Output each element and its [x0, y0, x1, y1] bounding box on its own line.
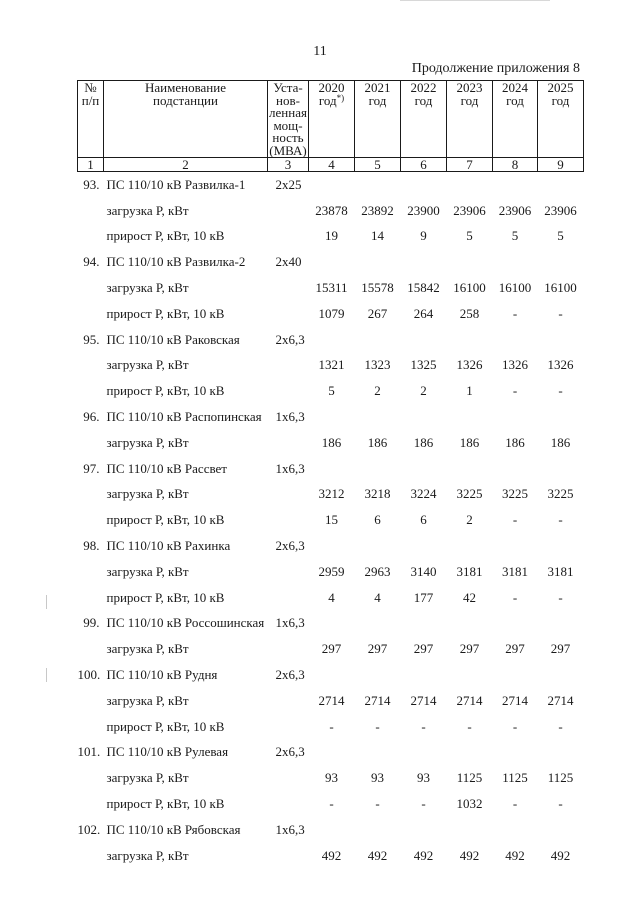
continuation-label: Продолжение приложения 8 — [411, 61, 580, 76]
value-2022: - — [421, 718, 426, 734]
table-row — [78, 275, 584, 301]
value-2023: 1125 — [456, 770, 483, 786]
value-2021: 4 — [374, 589, 381, 605]
value-2021 — [355, 327, 401, 353]
value-2020: 93 — [325, 770, 338, 786]
value-2021: 186 — [367, 434, 388, 450]
installed-capacity — [268, 791, 309, 817]
value-2025: 23906 — [544, 202, 577, 218]
value-2024: 186 — [505, 434, 525, 450]
value-2024 — [493, 611, 538, 637]
column-number: 7 — [447, 158, 493, 172]
header-no: № п/п — [78, 81, 104, 158]
row-name: прирост Р, кВт, 10 кВ — [106, 512, 225, 528]
table-row — [78, 456, 584, 482]
scan-artifact-line — [400, 0, 550, 1]
installed-capacity — [268, 224, 309, 250]
value-2024 — [493, 740, 538, 766]
row-number — [78, 714, 104, 740]
value-2023 — [447, 740, 493, 766]
value-2024: - — [512, 512, 518, 528]
row-name: ПС 110/10 кВ Рябовская — [106, 821, 241, 837]
row-name: загрузка Р, кВт — [106, 486, 189, 502]
value-2024: - — [512, 305, 518, 321]
row-name: ПС 110/10 кВ Рассвет — [106, 460, 227, 476]
header-2024: 2024 год — [493, 81, 538, 158]
installed-capacity — [268, 198, 309, 224]
value-2024: - — [512, 718, 518, 734]
value-2025: - — [558, 589, 563, 605]
value-2022 — [401, 740, 447, 766]
row-name: загрузка Р, кВт — [106, 563, 189, 579]
row-name: прирост Р, кВт, 10 кВ — [106, 796, 225, 812]
row-number: 97. — [83, 460, 100, 476]
value-2024 — [493, 327, 538, 353]
installed-capacity — [268, 688, 309, 714]
installed-capacity — [268, 559, 309, 585]
value-2023 — [447, 327, 493, 353]
value-2020 — [309, 404, 355, 430]
row-number — [78, 688, 104, 714]
value-2025: - — [558, 383, 563, 399]
value-2020: 297 — [321, 641, 342, 657]
value-2024: 297 — [505, 641, 525, 657]
row-number — [78, 430, 104, 456]
value-2020: 1321 — [318, 357, 345, 373]
value-2020: 2714 — [318, 692, 345, 708]
column-number: 1 — [78, 158, 104, 172]
value-2025: 492 — [550, 847, 571, 863]
header-2021: 2021 год — [355, 81, 401, 158]
value-2022 — [401, 172, 447, 198]
installed-capacity: 1х6,3 — [275, 615, 305, 631]
row-number — [78, 843, 104, 869]
value-2020 — [309, 533, 355, 559]
value-2020: 1079 — [318, 305, 345, 321]
installed-capacity: 1х6,3 — [275, 821, 305, 837]
table-row — [78, 765, 584, 791]
installed-capacity — [268, 843, 309, 869]
value-2024 — [493, 817, 538, 843]
value-2022: 2 — [420, 383, 427, 399]
value-2020 — [309, 740, 355, 766]
value-2024: 1326 — [502, 357, 528, 373]
value-2021 — [355, 611, 401, 637]
row-number — [78, 198, 104, 224]
value-2025: 297 — [550, 641, 571, 657]
value-2025: - — [558, 512, 563, 528]
value-2025: 2714 — [547, 692, 574, 708]
value-2023: 5 — [466, 228, 473, 244]
header-2022: 2022 год — [401, 81, 447, 158]
row-number: 98. — [83, 538, 100, 554]
row-name: загрузка Р, кВт — [106, 357, 189, 373]
table-body — [78, 172, 584, 869]
installed-capacity — [268, 507, 309, 533]
value-2024: 3181 — [502, 563, 528, 579]
value-2022: 297 — [413, 641, 434, 657]
table-row — [78, 791, 584, 817]
table-row — [78, 353, 584, 379]
row-number: 101. — [77, 744, 101, 760]
row-number: 94. — [83, 254, 100, 270]
value-2022 — [401, 662, 447, 688]
value-2025: 186 — [550, 434, 571, 450]
value-2025: 1326 — [547, 357, 574, 373]
table-row — [78, 301, 584, 327]
value-2024 — [493, 249, 538, 275]
value-2023: 1326 — [456, 357, 483, 373]
value-2021: 1323 — [364, 357, 391, 373]
row-name: загрузка Р, кВт — [106, 641, 189, 657]
value-2024: 1125 — [502, 770, 528, 786]
value-2022 — [401, 611, 447, 637]
row-name: прирост Р, кВт, 10 кВ — [106, 589, 225, 605]
value-2023: 492 — [459, 847, 480, 863]
value-2021: 15578 — [361, 280, 394, 296]
table-row — [78, 198, 584, 224]
value-2021: - — [375, 718, 380, 734]
installed-capacity — [268, 585, 309, 611]
row-number — [78, 301, 104, 327]
installed-capacity — [268, 714, 309, 740]
column-number: 8 — [493, 158, 538, 172]
row-number — [78, 765, 104, 791]
value-2025 — [538, 611, 584, 637]
value-2023 — [447, 172, 493, 198]
scan-margin-mark — [46, 595, 47, 609]
row-number: 96. — [83, 409, 100, 425]
value-2020: 492 — [321, 847, 342, 863]
value-2021: 297 — [367, 641, 388, 657]
value-2025: - — [558, 796, 563, 812]
value-2020: 23878 — [315, 202, 348, 218]
row-name: загрузка Р, кВт — [106, 434, 189, 450]
value-2021: 23892 — [361, 202, 394, 218]
row-number: 93. — [83, 176, 100, 192]
value-2025 — [538, 172, 584, 198]
value-2020 — [309, 456, 355, 482]
value-2022: 6 — [420, 512, 427, 528]
value-2021: 2 — [374, 383, 381, 399]
value-2025: 3181 — [547, 563, 574, 579]
value-2022: - — [421, 796, 426, 812]
table-row — [78, 559, 584, 585]
value-2022: 186 — [413, 434, 434, 450]
installed-capacity: 2х25 — [275, 176, 302, 192]
value-2024: - — [512, 796, 518, 812]
value-2023 — [447, 817, 493, 843]
row-number: 99. — [83, 615, 100, 631]
row-name: ПС 110/10 кВ Рахинка — [106, 538, 231, 554]
row-name: прирост Р, кВт, 10 кВ — [106, 228, 225, 244]
value-2025: 5 — [557, 228, 564, 244]
installed-capacity — [268, 275, 309, 301]
value-2020: 5 — [328, 383, 335, 399]
value-2022: 177 — [413, 589, 434, 605]
table-row — [78, 327, 584, 353]
column-number-row — [78, 158, 584, 172]
value-2021 — [355, 817, 401, 843]
installed-capacity: 2х40 — [275, 254, 302, 270]
value-2020 — [309, 817, 355, 843]
installed-capacity — [268, 636, 309, 662]
value-2022 — [401, 817, 447, 843]
row-number — [78, 636, 104, 662]
table-header-row — [78, 81, 584, 158]
value-2022: 9 — [420, 228, 427, 244]
table-row — [78, 817, 584, 843]
column-number: 5 — [355, 158, 401, 172]
value-2022: 1325 — [410, 357, 437, 373]
column-number: 2 — [104, 158, 268, 172]
column-number: 3 — [268, 158, 309, 172]
value-2021 — [355, 740, 401, 766]
row-name: прирост Р, кВт, 10 кВ — [106, 383, 225, 399]
value-2021: 492 — [367, 847, 388, 863]
row-number: 100. — [77, 667, 101, 683]
value-2022: 23900 — [407, 202, 440, 218]
value-2025: - — [558, 305, 563, 321]
row-name: ПС 110/10 кВ Развилка-2 — [106, 254, 246, 270]
value-2023 — [447, 533, 493, 559]
value-2021: 2714 — [364, 692, 391, 708]
value-2023: 2714 — [456, 692, 483, 708]
value-2022: 264 — [413, 305, 434, 321]
value-2023: 16100 — [453, 280, 486, 296]
value-2024 — [493, 404, 538, 430]
value-2020 — [309, 327, 355, 353]
row-name: загрузка Р, кВт — [106, 770, 189, 786]
value-2025: 3225 — [547, 486, 574, 502]
installed-capacity: 2х6,3 — [275, 744, 305, 760]
value-2023: 2 — [466, 512, 473, 528]
value-2022 — [401, 533, 447, 559]
value-2021 — [355, 404, 401, 430]
value-2023: 23906 — [453, 202, 486, 218]
value-2020: 2959 — [318, 563, 345, 579]
value-2021: 267 — [367, 305, 388, 321]
value-2021 — [355, 249, 401, 275]
installed-capacity — [268, 378, 309, 404]
row-name: ПС 110/10 кВ Россошинская — [106, 615, 265, 631]
row-name: ПС 110/10 кВ Рудня — [106, 667, 218, 683]
value-2024: 23906 — [498, 202, 532, 218]
row-name: загрузка Р, кВт — [106, 280, 189, 296]
table-row — [78, 636, 584, 662]
table-row — [78, 224, 584, 250]
value-2020: 3212 — [318, 486, 345, 502]
table-row — [78, 585, 584, 611]
installed-capacity — [268, 430, 309, 456]
value-2023: 186 — [459, 434, 480, 450]
value-2022 — [401, 327, 447, 353]
value-2021 — [355, 662, 401, 688]
column-number: 4 — [309, 158, 355, 172]
value-2023: 297 — [459, 641, 480, 657]
value-2023 — [447, 611, 493, 637]
value-2024 — [493, 172, 538, 198]
installed-capacity: 2х6,3 — [275, 667, 305, 683]
installed-capacity — [268, 353, 309, 379]
installed-capacity: 1х6,3 — [275, 460, 305, 476]
table-row — [78, 404, 584, 430]
value-2023 — [447, 662, 493, 688]
value-2021: 3218 — [364, 486, 391, 502]
value-2022: 93 — [417, 770, 430, 786]
row-name: загрузка Р, кВт — [106, 692, 189, 708]
header-2020: 2020 год*) — [309, 81, 355, 158]
value-2021: - — [375, 796, 380, 812]
row-number: 102. — [77, 821, 101, 837]
row-number — [78, 353, 104, 379]
table-row — [78, 249, 584, 275]
row-name: ПС 110/10 кВ Распопинская — [106, 409, 262, 425]
value-2024 — [493, 533, 538, 559]
value-2025 — [538, 249, 584, 275]
value-2020: 4 — [328, 589, 335, 605]
value-2024 — [493, 456, 538, 482]
table-row — [78, 740, 584, 766]
installed-capacity — [268, 301, 309, 327]
row-name: прирост Р, кВт, 10 кВ — [106, 305, 225, 321]
value-2020: 15311 — [315, 280, 348, 296]
value-2024: 3225 — [502, 486, 528, 502]
value-2020 — [309, 662, 355, 688]
row-name: ПС 110/10 кВ Развилка-1 — [106, 176, 246, 192]
row-number — [78, 507, 104, 533]
installed-capacity — [268, 482, 309, 508]
row-name: загрузка Р, кВт — [106, 202, 189, 218]
table-row — [78, 430, 584, 456]
row-number — [78, 585, 104, 611]
value-2024: 5 — [511, 228, 519, 244]
value-2025: 1125 — [547, 770, 574, 786]
row-name: ПС 110/10 кВ Раковская — [106, 331, 240, 347]
header-2025: 2025 год — [538, 81, 584, 158]
value-2020: 15 — [325, 512, 338, 528]
table-row — [78, 843, 584, 869]
substation-load-table — [77, 80, 584, 869]
value-2023 — [447, 456, 493, 482]
value-2020: - — [329, 796, 334, 812]
value-2022: 3224 — [410, 486, 437, 502]
value-2025 — [538, 817, 584, 843]
value-2025 — [538, 404, 584, 430]
value-2024: - — [512, 383, 518, 399]
row-number: 95. — [83, 331, 100, 347]
value-2025 — [538, 456, 584, 482]
value-2024: 16100 — [498, 280, 532, 296]
header-name: Наименование подстанции — [104, 81, 268, 158]
value-2025: - — [558, 718, 563, 734]
value-2023: 1032 — [456, 796, 483, 812]
value-2020 — [309, 172, 355, 198]
value-2025 — [538, 533, 584, 559]
row-number — [78, 378, 104, 404]
value-2022 — [401, 249, 447, 275]
value-2023: 42 — [463, 589, 476, 605]
value-2022: 492 — [413, 847, 434, 863]
value-2024: - — [512, 589, 518, 605]
table-row — [78, 688, 584, 714]
value-2021: 2963 — [364, 563, 391, 579]
value-2020 — [309, 611, 355, 637]
row-number — [78, 791, 104, 817]
value-2023 — [447, 404, 493, 430]
table-row — [78, 482, 584, 508]
value-2023: 258 — [459, 305, 480, 321]
table-row — [78, 662, 584, 688]
column-number: 6 — [401, 158, 447, 172]
value-2025: 16100 — [544, 280, 577, 296]
value-2022: 2714 — [410, 692, 437, 708]
value-2023: 3225 — [456, 486, 483, 502]
installed-capacity: 2х6,3 — [275, 538, 305, 554]
value-2021: 6 — [374, 512, 381, 528]
row-number — [78, 559, 104, 585]
table-row — [78, 378, 584, 404]
value-2020: - — [329, 718, 334, 734]
value-2022: 3140 — [410, 563, 437, 579]
installed-capacity: 1х6,3 — [275, 409, 305, 425]
value-2022 — [401, 404, 447, 430]
row-name: прирост Р, кВт, 10 кВ — [106, 718, 225, 734]
value-2025 — [538, 662, 584, 688]
page-number: 11 — [313, 44, 327, 59]
value-2024 — [493, 662, 538, 688]
table-row — [78, 611, 584, 637]
value-2021: 14 — [371, 228, 384, 244]
header-2023: 2023 год — [447, 81, 493, 158]
header-capacity: Уста- нов- ленная мощ- ность (МВА) — [269, 80, 307, 158]
value-2022: 15842 — [407, 280, 440, 296]
row-number — [78, 482, 104, 508]
table-row — [78, 172, 584, 198]
value-2020: 19 — [325, 228, 338, 244]
value-2025 — [538, 740, 584, 766]
row-number — [78, 275, 104, 301]
value-2024: 492 — [505, 847, 525, 863]
value-2021: 93 — [371, 770, 384, 786]
value-2023: 3181 — [456, 563, 483, 579]
value-2020: 186 — [321, 434, 342, 450]
value-2023 — [447, 249, 493, 275]
column-number: 9 — [538, 158, 584, 172]
row-name: ПС 110/10 кВ Рулевая — [106, 744, 229, 760]
table-row — [78, 714, 584, 740]
table-row — [78, 533, 584, 559]
value-2023: 1 — [466, 383, 473, 399]
scan-margin-mark — [46, 668, 47, 682]
installed-capacity: 2х6,3 — [275, 331, 305, 347]
value-2024: 2714 — [502, 692, 528, 708]
installed-capacity — [268, 765, 309, 791]
table-row — [78, 507, 584, 533]
value-2023: - — [467, 718, 472, 734]
value-2021 — [355, 533, 401, 559]
value-2025 — [538, 327, 584, 353]
value-2020 — [309, 249, 355, 275]
value-2021 — [355, 172, 401, 198]
row-number — [78, 224, 104, 250]
value-2022 — [401, 456, 447, 482]
value-2021 — [355, 456, 401, 482]
row-name: загрузка Р, кВт — [106, 847, 189, 863]
